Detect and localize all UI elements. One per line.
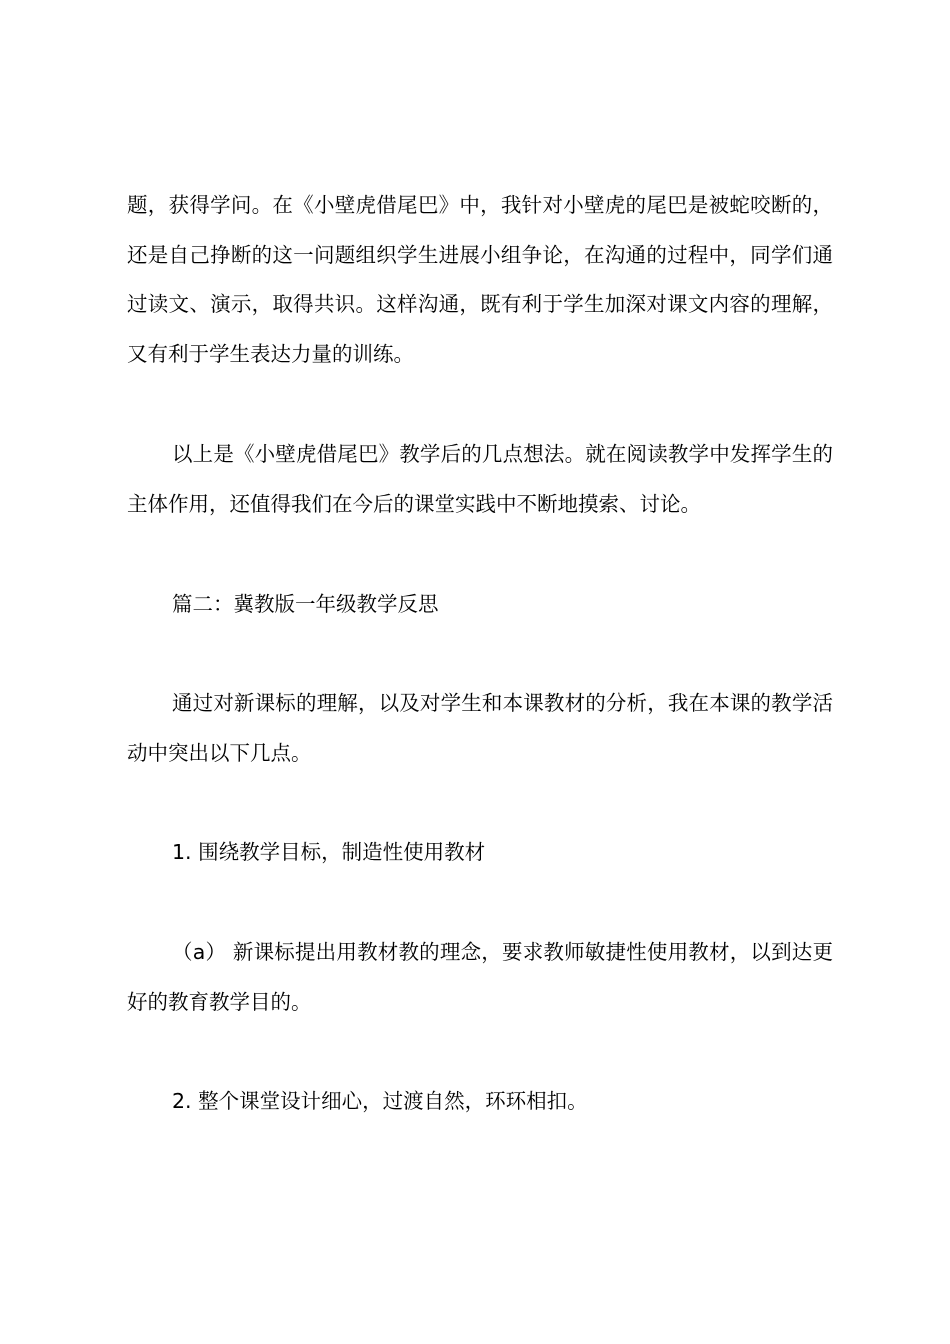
section-heading: 篇二：冀教版一年级教学反思 <box>172 592 439 616</box>
paragraph-summary: 以上是《小壁虎借尾巴》教学后的几点想法。就在阅读教学中发挥学生的主体作用，还值得我们在今后的课堂实践中不断地摸索、讨论。 <box>127 442 833 516</box>
sub-item-a: （a） 新课标提出用教材教的理念，要求教师敏捷性使用教材，以到达更好的教育教学目的。 <box>127 940 833 1014</box>
paragraph-intro: 通过对新课标的理解，以及对学生和本课教材的分析，我在本课的教学活动中突出以下几点。 <box>127 691 833 765</box>
list-item-2: 2. 整个课堂设计细心，过渡自然，环环相扣。 <box>172 1089 588 1113</box>
paragraph-continuation: 题，获得学问。在《小壁虎借尾巴》中，我针对小壁虎的尾巴是被蛇咬断的，还是自己挣断的这一问题组织学生进展小组争论，在沟通的过程中，同学们通过读文、演示，取得共识。这样沟通，既有利于学生加深对课文内容的理解，又有利于学生表达力量的训练。 <box>127 193 833 366</box>
list-item-1: 1. 围绕教学目标，制造性使用教材 <box>172 840 486 864</box>
